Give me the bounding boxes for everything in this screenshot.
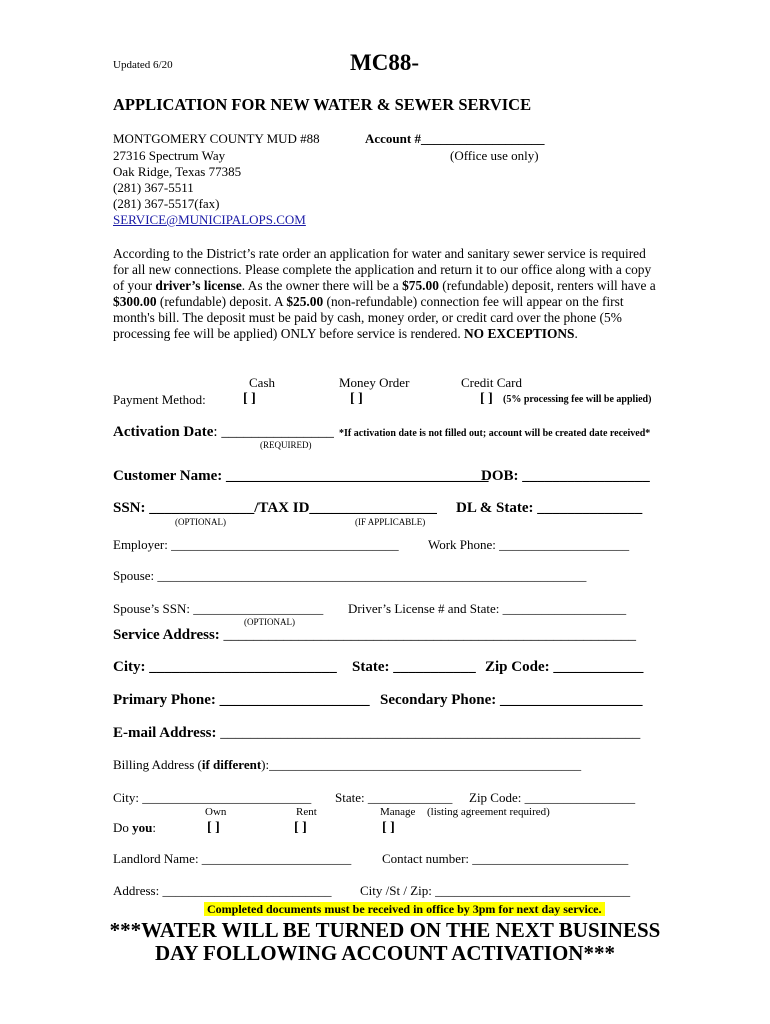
fax-number: (281) 367-5517(fax) xyxy=(113,196,220,211)
district-name: MONTGOMERY COUNTY MUD #88 xyxy=(113,131,320,146)
dl-state-field[interactable]: DL & State: ______________ xyxy=(456,500,643,516)
cash-checkbox[interactable]: [ ] xyxy=(243,391,256,406)
service-address-field[interactable]: _______________________________________________________ xyxy=(219,627,637,643)
cash-label: Cash xyxy=(249,375,275,390)
email-link[interactable]: SERVICE@MUNICIPALOPS.COM xyxy=(113,212,306,227)
spouse-ssn-optional-note: (OPTIONAL) xyxy=(244,617,295,627)
ssn-tax-id-field[interactable]: SSN: ______________/TAX ID_________________ xyxy=(113,500,437,516)
processing-fee-note: (5% processing fee will be applied) xyxy=(503,394,652,405)
landlord-address-field[interactable]: Address: __________________________ xyxy=(113,883,332,898)
activation-date-note: *If activation date is not filled out; account will be created date received* xyxy=(339,428,651,439)
city-state-zip: Oak Ridge, Texas 77385 xyxy=(113,164,242,179)
tax-id-applicable-note: (IF APPLICABLE) xyxy=(355,517,426,527)
form-title: APPLICATION FOR NEW WATER & SEWER SERVICE xyxy=(113,95,532,114)
money-order-checkbox[interactable]: [ ] xyxy=(350,391,363,406)
email-address-label: E-mail Address: xyxy=(113,725,217,741)
listing-agreement-note: (listing agreement required) xyxy=(427,806,550,818)
activation-date-label: Activation Date xyxy=(113,424,214,440)
office-use-note: (Office use only) xyxy=(450,148,539,163)
billing-zip-field[interactable]: Zip Code: _________________ xyxy=(469,790,636,805)
phone-number: (281) 367-5511 xyxy=(113,180,194,195)
updated-date: Updated 6/20 xyxy=(113,59,173,71)
completed-documents-notice: Completed documents must be received in office by 3pm for next day service. xyxy=(204,902,605,916)
spouse-dl-field[interactable]: Driver’s License # and State: ___________________ xyxy=(348,601,627,616)
dob-field[interactable]: DOB: _________________ xyxy=(481,468,650,484)
spouse-ssn-field[interactable]: Spouse’s SSN: ____________________ xyxy=(113,601,324,616)
own-label: Own xyxy=(205,806,227,818)
credit-card-label: Credit Card xyxy=(461,375,523,390)
primary-phone-field[interactable]: Primary Phone: ____________________ xyxy=(113,692,370,708)
activation-banner-line1: ***WATER WILL BE TURNED ON THE NEXT BUSINESS xyxy=(109,918,661,942)
credit-card-checkbox[interactable]: [ ] xyxy=(480,391,493,406)
intro-paragraph: According to the District’s rate order an application for water and sanitary sewer service is required for all new connections. Please complete the application and return it to our office along with a copy of your driver’s license. As the owner there will be a $75.00 (refundable) deposit, renters will have a $300.00 (refundable) deposit. A $25.00 (non-refundable) connection fee will appear on the first month's bill. The deposit must be paid by cash, money order, or credit card over the phone (5% processing fee will be applied) ONLY before service is rendered. NO EXCEPTIONS. xyxy=(113,246,656,341)
email-address-field[interactable]: ________________________________________________________ xyxy=(216,725,641,741)
street-address: 27316 Spectrum Way xyxy=(113,148,226,163)
billing-city-field[interactable]: City: __________________________ xyxy=(113,790,312,805)
manage-label: Manage xyxy=(380,806,416,818)
rent-checkbox[interactable]: [ ] xyxy=(294,820,307,835)
landlord-city-state-zip-field[interactable]: City /St / Zip: ______________________________ xyxy=(360,883,631,898)
own-checkbox[interactable]: [ ] xyxy=(207,820,220,835)
zip-code-field[interactable]: Zip Code: ____________ xyxy=(485,659,644,675)
account-number-field[interactable]: Account #___________________ xyxy=(365,131,545,146)
employer-field[interactable]: Employer: ___________________________________ xyxy=(113,537,399,552)
landlord-name-field[interactable]: Landlord Name: _______________________ xyxy=(113,851,352,866)
form-code: MC88- xyxy=(350,50,419,75)
payment-method-label: Payment Method: xyxy=(113,392,206,407)
required-note: (REQUIRED) xyxy=(260,440,312,450)
activation-banner-line2: DAY FOLLOWING ACCOUNT ACTIVATION*** xyxy=(155,941,615,965)
work-phone-field[interactable]: Work Phone: ____________________ xyxy=(428,537,630,552)
do-you-label: Do you: xyxy=(113,820,156,835)
billing-address-field[interactable]: Billing Address (if different):________________________________________________ xyxy=(113,757,582,772)
service-address-label: Service Address: xyxy=(113,627,220,643)
ssn-optional-note: (OPTIONAL) xyxy=(175,517,226,527)
secondary-phone-field[interactable]: Secondary Phone: ___________________ xyxy=(380,692,643,708)
state-field[interactable]: State: ___________ xyxy=(352,659,476,675)
landlord-contact-field[interactable]: Contact number: ________________________ xyxy=(382,851,629,866)
customer-name-field[interactable]: Customer Name: ___________________________________ xyxy=(113,468,489,484)
city-field[interactable]: City: _________________________ xyxy=(113,659,337,675)
money-order-label: Money Order xyxy=(339,375,410,390)
rent-label: Rent xyxy=(296,806,317,818)
spouse-field[interactable]: Spouse: __________________________________________________________________ xyxy=(113,568,587,583)
activation-date-field[interactable]: : _______________ xyxy=(213,424,334,440)
billing-state-field[interactable]: State: _____________ xyxy=(335,790,453,805)
manage-checkbox[interactable]: [ ] xyxy=(382,820,395,835)
